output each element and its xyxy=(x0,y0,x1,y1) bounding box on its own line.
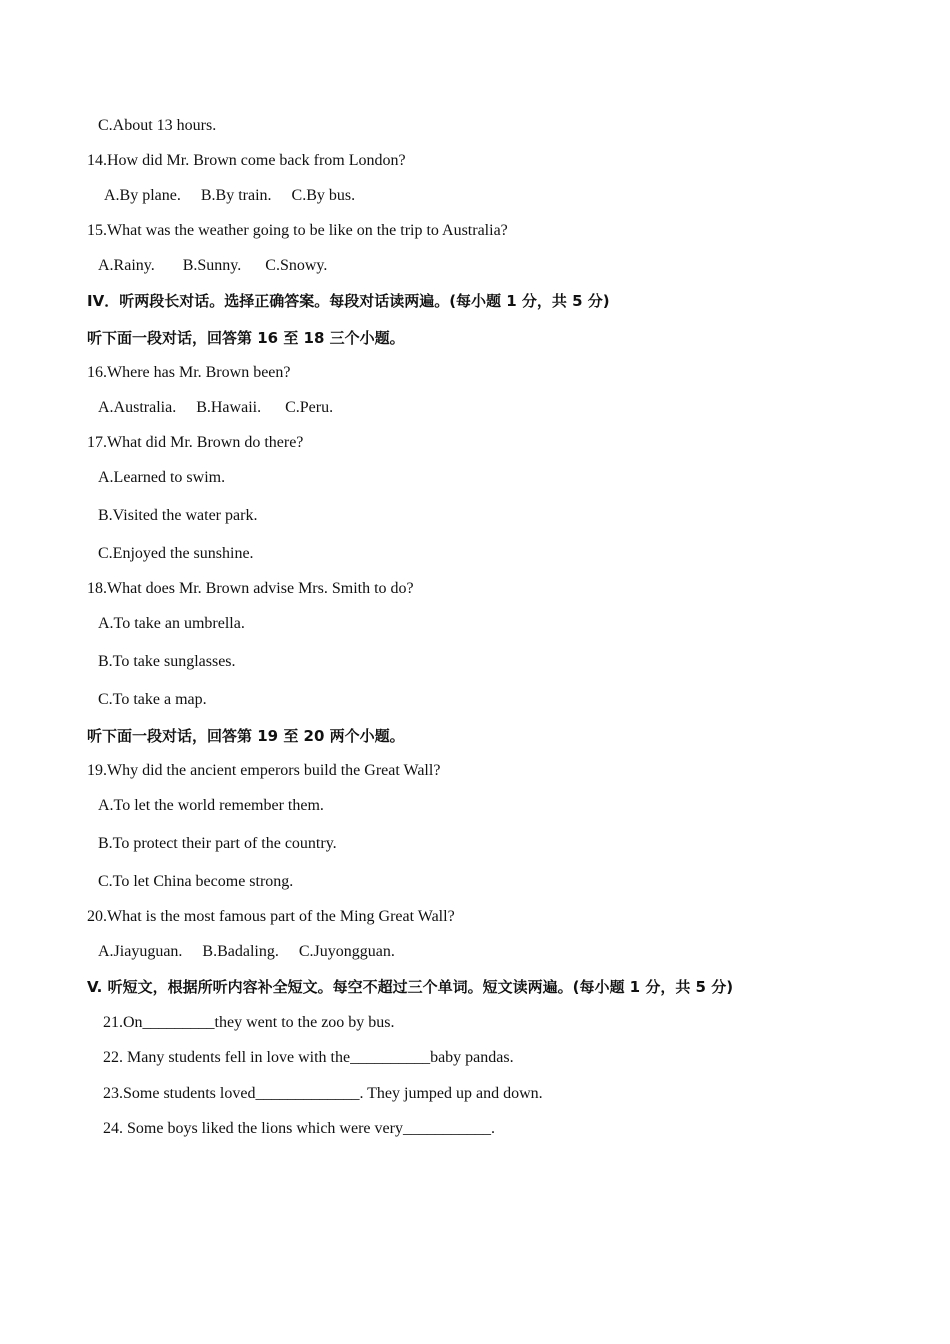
q22-blank: 22. Many students fell in love with the__________baby pandas. xyxy=(103,1049,514,1066)
section-iv-heading: IV．听两段长对话。选择正确答案。每段对话读两遍。(每小题 1 分，共 5 分) xyxy=(87,292,610,310)
q13-option-c: C.About 13 hours. xyxy=(98,117,217,134)
q17-option-a: A.Learned to swim. xyxy=(98,469,226,486)
q15-question: 15.What was the weather going to be like on the trip to Australia? xyxy=(87,222,508,239)
q21-blank: 21.On_________they went to the zoo by bus. xyxy=(103,1014,395,1031)
q23-blank: 23.Some students loved_____________. They jumped up and down. xyxy=(103,1085,543,1102)
q18-option-c: C.To take a map. xyxy=(98,691,207,708)
q19-option-b: B.To protect their part of the country. xyxy=(98,835,337,852)
q14-options: A.By plane. B.By train. C.By bus. xyxy=(104,187,356,204)
section-v-heading: V. 听短文，根据所听内容补全短文。每空不超过三个单词。短文读两遍。(每小题 1 分，共 5 分) xyxy=(87,978,734,996)
q16-question: 16.Where has Mr. Brown been? xyxy=(87,364,291,381)
q17-option-c: C.Enjoyed the sunshine. xyxy=(98,545,254,562)
q15-options: A.Rainy. B.Sunny. C.Snowy. xyxy=(98,257,328,274)
q19-question: 19.Why did the ancient emperors build the Great Wall? xyxy=(87,762,441,779)
q17-option-b: B.Visited the water park. xyxy=(98,507,258,524)
q19-option-c: C.To let China become strong. xyxy=(98,873,294,890)
q20-options: A.Jiayuguan. B.Badaling. C.Juyongguan. xyxy=(98,943,395,960)
q17-question: 17.What did Mr. Brown do there? xyxy=(87,434,304,451)
q24-blank: 24. Some boys liked the lions which were very___________. xyxy=(103,1120,495,1137)
dialogue-2-instruction: 听下面一段对话，回答第 19 至 20 两个小题。 xyxy=(87,727,405,745)
q18-option-a: A.To take an umbrella. xyxy=(98,615,245,632)
q20-question: 20.What is the most famous part of the Ming Great Wall? xyxy=(87,908,455,925)
q18-option-b: B.To take sunglasses. xyxy=(98,653,236,670)
q18-question: 18.What does Mr. Brown advise Mrs. Smith to do? xyxy=(87,580,414,597)
q19-option-a: A.To let the world remember them. xyxy=(98,797,324,814)
q16-options: A.Australia. B.Hawaii. C.Peru. xyxy=(98,399,334,416)
q14-question: 14.How did Mr. Brown come back from London? xyxy=(87,152,406,169)
dialogue-1-instruction: 听下面一段对话，回答第 16 至 18 三个小题。 xyxy=(87,329,405,347)
